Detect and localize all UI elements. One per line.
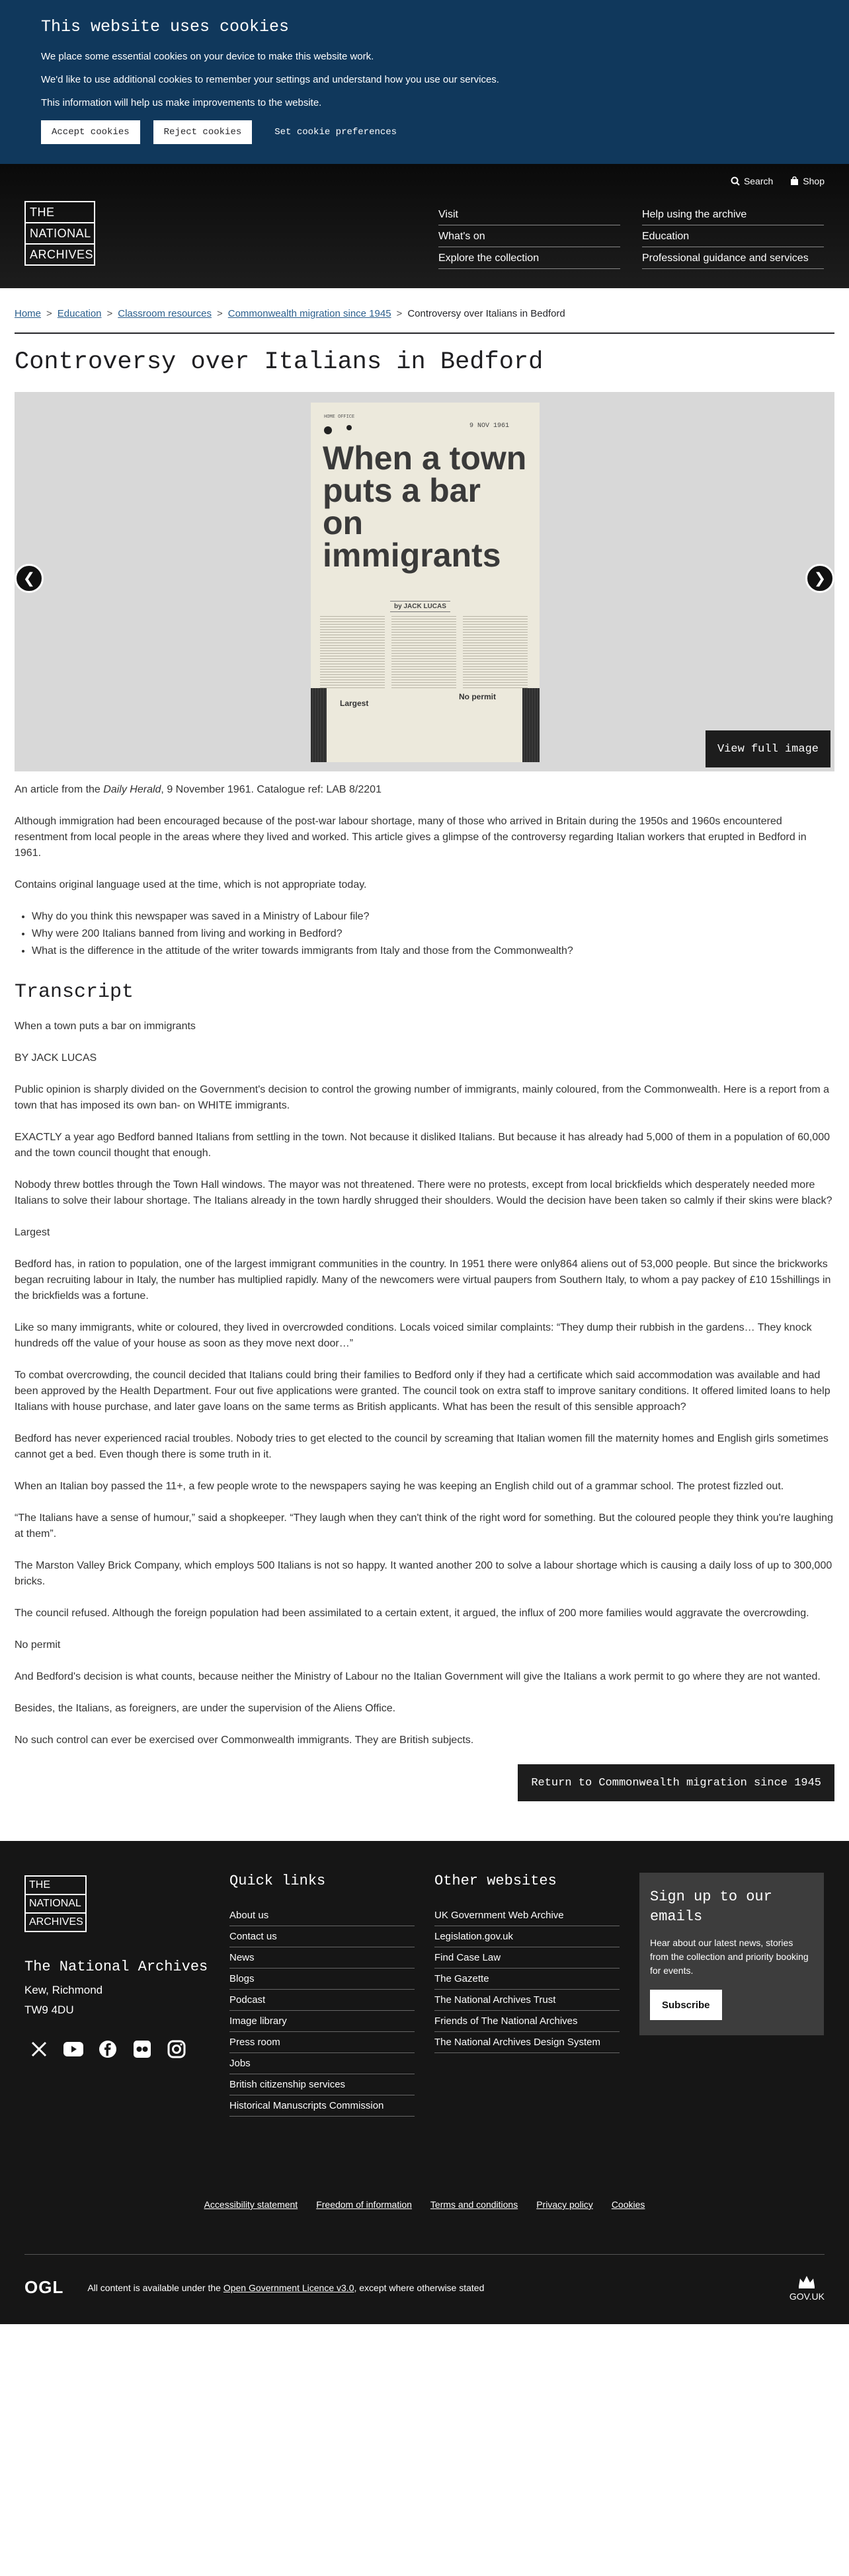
accessibility-link[interactable]: Accessibility statement: [204, 2199, 298, 2210]
subscribe-button[interactable]: Subscribe: [650, 1990, 722, 2020]
quick-links: [229, 1873, 415, 2117]
licence-link[interactable]: Open Government Licence v3.0: [223, 2282, 354, 2293]
image-caption: [15, 782, 834, 798]
nav-item-education[interactable]: Education: [642, 225, 824, 247]
transcript-paragraph: The council refused. Although the foreign population had been assimilated to a certain extent, it argued, the influx of 200 more families would aggravate the overcrowding.: [15, 1608, 809, 1619]
clipping-lower: [327, 688, 522, 762]
transcript-paragraph: “The Italians have a sense of humour,” said a shopkeeper. “They laugh when they can't think of the right word for something. But the coloured people they think you're laughing at them”.: [15, 1512, 833, 1540]
question-item: • Why were 200 Italians banned from living and working in Bedford?: [32, 926, 834, 942]
footer-link[interactable]: The National Archives Design System: [434, 2032, 620, 2053]
shop-link[interactable]: [790, 176, 825, 186]
page-title: Controversy over Italians in Bedford: [15, 348, 544, 376]
ogl-logo: OGL: [24, 2277, 64, 2297]
logo-line: ARCHIVES: [30, 248, 94, 261]
transcript-paragraph: Like so many immigrants, white or coloured, they lived in overcrowded conditions. Locals voiced similar complaints: “They dump their rubbish in the gardens… They knock hundreds off the value of your house as soon as they move next door…”: [15, 1322, 812, 1349]
footer-link[interactable]: Press room: [229, 2032, 415, 2053]
logo-line: THE: [26, 202, 94, 223]
site-logo[interactable]: [24, 201, 95, 266]
breadcrumb-commonwealth[interactable]: Commonwealth migration since 1945: [227, 308, 391, 319]
intro-paragraph: Although immigration had been encouraged because of the post-war labour shortage, many of those who arrived in Britain during the 1950s and 1960s encountered resentment from local people in the areas where they lived and worked. This article gives a glimpse of the controversy regarding Italian workers that erupted in Bedford in 1961.: [15, 816, 807, 859]
cookies-link[interactable]: Cookies: [611, 2199, 645, 2210]
transcript-paragraph: When an Italian boy passed the 11+, a few people wrote to the newspapers saying he was keeping an English child out of a grammar school. The protest fizzled out.: [15, 1481, 784, 1492]
nav-item-explore[interactable]: Explore the collection: [438, 247, 620, 269]
secondary-nav: [642, 204, 824, 269]
footer-address: [24, 1959, 208, 2020]
nav-item-help[interactable]: Help using the archive: [642, 204, 824, 225]
clipping-headline: When a town puts a bar on immigrants: [323, 440, 527, 574]
govuk-label: GOV.UK: [789, 2291, 825, 2302]
youtube-icon[interactable]: [63, 2039, 83, 2059]
caption-text: An article from the: [15, 784, 104, 795]
question-item: • Why do you think this newspaper was saved in a Ministry of Labour file?: [32, 909, 834, 925]
footer-logo[interactable]: [24, 1875, 87, 1932]
licence-bar: [24, 2254, 825, 2302]
address-line: TW9 4DU: [24, 2004, 74, 2016]
footer-link[interactable]: UK Government Web Archive: [434, 1905, 620, 1926]
signup-heading: Sign up to our emails: [650, 1889, 772, 1925]
clipping-subhead: No permit: [459, 692, 497, 701]
cookie-preferences-link[interactable]: Set cookie preferences: [274, 127, 397, 137]
transcript-paragraph: Bedford has, in ration to population, one of the largest immigrant communities in the country. In 1951 there were only864 aliens out of 53,000 people. But since the brickworks began recruiting labour in Italy, the number has multiplied rapidly. Many of the newcomers were virtual paupers from Southern Italy, to whom a pay packey of £10 15shillings in the brickfields was a fortune.: [15, 1259, 831, 1302]
licence-suffix: , except where otherwise stated: [354, 2282, 485, 2293]
breadcrumb-separator: >: [396, 308, 403, 319]
instagram-icon[interactable]: [167, 2039, 186, 2059]
site-header: [0, 164, 849, 288]
footer-link[interactable]: Historical Manuscripts Commission: [229, 2095, 415, 2117]
footer-link[interactable]: British citizenship services: [229, 2074, 415, 2095]
shopping-bag-icon: [790, 176, 799, 186]
foi-link[interactable]: Freedom of information: [316, 2199, 412, 2210]
return-button[interactable]: Return to Commonwealth migration since 1945: [518, 1764, 834, 1801]
other-websites-heading: Other websites: [434, 1873, 557, 1889]
other-websites: [434, 1873, 620, 2053]
reject-cookies-button[interactable]: Reject cookies: [153, 120, 253, 144]
logo-line: NATIONAL: [26, 223, 94, 245]
transcript-paragraph: No permit: [15, 1639, 61, 1651]
social-links: [29, 2039, 186, 2059]
x-twitter-icon[interactable]: [29, 2039, 49, 2059]
chevron-left-icon: ❮: [22, 570, 36, 586]
terms-link[interactable]: Terms and conditions: [430, 2199, 518, 2210]
questions-list: [32, 909, 834, 959]
footer-link[interactable]: The Gazette: [434, 1969, 620, 1990]
signup-text: Hear about our latest news, stories from the collection and priority booking for events.: [650, 1937, 809, 1976]
quick-links-heading: Quick links: [229, 1873, 326, 1889]
transcript-heading: Transcript: [15, 981, 134, 1003]
clipping-stamp: HOME OFFICE: [324, 414, 355, 420]
shop-label: Shop: [803, 176, 825, 186]
transcript-paragraph: The Marston Valley Brick Company, which employs 500 Italians is not so happy. It wanted another 200 to solve a labour shortage which is causing a daily loss of up to 300,000 bricks.: [15, 1560, 832, 1587]
transcript-paragraph: BY JACK LUCAS: [15, 1052, 97, 1064]
legal-links: [0, 2199, 849, 2210]
image-carousel: [15, 392, 834, 771]
transcript-paragraph: And Bedford's decision is what counts, because neither the Ministry of Labour no the Italian Government will give the Italians a work permit to go where they are not wanted.: [15, 1671, 821, 1682]
logo-line: ARCHIVES: [29, 1916, 83, 1928]
breadcrumb: [15, 288, 834, 334]
flickr-icon[interactable]: [132, 2039, 152, 2059]
main-content: [15, 782, 834, 1748]
transcript-paragraph: When a town puts a bar on immigrants: [15, 1021, 196, 1032]
cookie-line: We place some essential cookies on your device to make this website work.: [41, 51, 374, 62]
footer-link[interactable]: Podcast: [229, 1990, 415, 2011]
transcript-paragraph: Largest: [15, 1227, 50, 1238]
transcript-body: [15, 1019, 834, 1748]
caption-source: Daily Herald: [103, 784, 161, 795]
footer-link[interactable]: Contact us: [229, 1926, 415, 1947]
transcript-paragraph: Besides, the Italians, as foreigners, are under the supervision of the Aliens Office.: [15, 1703, 396, 1714]
nav-item-professional[interactable]: Professional guidance and services: [642, 247, 824, 269]
footer-link[interactable]: Friends of The National Archives: [434, 2011, 620, 2032]
address-line: Kew, Richmond: [24, 1984, 103, 1996]
chevron-right-icon: ❯: [813, 570, 827, 586]
clipping-subhead: Largest: [340, 699, 369, 708]
clipping-date: 9 NOV 1961: [469, 422, 510, 430]
search-link[interactable]: [731, 176, 773, 186]
transcript-paragraph: Nobody threw bottles through the Town Hall windows. The mayor was not threatened. There were no protests, except from local brickfields which desperately needed more Italians to solve their labour shortage. The Italians already in the town hardly shrugged their shoulders. Would the decision have been taken so calmly if their skins were black?: [15, 1179, 832, 1206]
breadcrumb-education[interactable]: Education: [57, 308, 102, 319]
clipping-byline: by JACK LUCAS: [390, 601, 450, 612]
primary-nav: [438, 204, 620, 269]
search-icon: [731, 176, 740, 186]
ink-blot-icon: [323, 424, 362, 440]
breadcrumb-separator: >: [46, 308, 52, 319]
org-name: The National Archives: [24, 1959, 208, 1975]
logo-line: NATIONAL: [26, 1895, 85, 1914]
facebook-icon[interactable]: [98, 2039, 118, 2059]
transcript-paragraph: Public opinion is sharply divided on the Government's decision to control the growing number of immigrants, mainly coloured, from the Commonwealth. Here is a report from a town that has imposed its own ban- on WHITE immigrants.: [15, 1084, 830, 1111]
accept-cookies-button[interactable]: Accept cookies: [41, 120, 140, 144]
footer-link[interactable]: Image library: [229, 2011, 415, 2032]
breadcrumb-separator: >: [216, 308, 223, 319]
footer-link[interactable]: News: [229, 1947, 415, 1969]
transcript-paragraph: EXACTLY a year ago Bedford banned Italians from settling in the town. Not because it disliked Italians. But because it has already had 5,000 of them in a population of 60,000 and the town council thought that enough.: [15, 1132, 830, 1159]
licence-text: [87, 2283, 484, 2293]
cookie-line: This information will help us make improvements to the website.: [41, 97, 322, 108]
licence-prefix: All content is available under the: [87, 2282, 223, 2293]
privacy-link[interactable]: Privacy policy: [536, 2199, 593, 2210]
email-signup: [639, 1873, 824, 2035]
footer-link[interactable]: Find Case Law: [434, 1947, 620, 1969]
transcript-paragraph: No such control can ever be exercised over Commonwealth immigrants. They are British subjects.: [15, 1735, 474, 1746]
intro-paragraph: Contains original language used at the time, which is not appropriate today.: [15, 879, 367, 890]
breadcrumb-classroom[interactable]: Classroom resources: [118, 308, 212, 319]
newspaper-clipping-image[interactable]: [311, 403, 540, 762]
footer-link[interactable]: About us: [229, 1905, 415, 1926]
search-label: Search: [743, 176, 774, 186]
transcript-paragraph: To combat overcrowding, the council decided that Italians could bring their families to Bedford only if they had a certificate which said accommodation was available and had been approved by the Health Department. Four out five applications were granted. The council took on extra staff to improve sanitary conditions. It offered limited loans to help Italians with house purchase, and later gave loans on the same terms as British applicants. What has been the result of this sensible approach?: [15, 1370, 830, 1413]
view-full-image-button[interactable]: View full image: [706, 730, 830, 767]
caption-text: , 9 November 1961. Catalogue ref: LAB 8/2201: [161, 784, 382, 795]
nav-item-visit[interactable]: Visit: [438, 204, 620, 225]
site-footer: [0, 1841, 849, 2324]
logo-line: THE: [26, 1877, 85, 1895]
return-row: [15, 1764, 834, 1801]
transcript-paragraph: Bedford has never experienced racial troubles. Nobody tries to get elected to the council by screaming that Italian women fill the maternity homes and English girls sometimes cannot get a bed. Even though there is some truth in it.: [15, 1433, 829, 1460]
breadcrumb-separator: >: [106, 308, 113, 319]
breadcrumb-home[interactable]: Home: [15, 308, 42, 319]
question-item: • What is the difference in the attitude of the writer towards immigrants from Italy and those from the Commonwealth?: [32, 943, 834, 959]
footer-link[interactable]: The National Archives Trust: [434, 1990, 620, 2011]
cookie-banner: [0, 0, 849, 164]
footer-link[interactable]: Legislation.gov.uk: [434, 1926, 620, 1947]
next-image-button[interactable]: [805, 564, 834, 593]
crown-icon: [797, 2273, 817, 2289]
footer-link[interactable]: Blogs: [229, 1969, 415, 1990]
breadcrumb-current: Controversy over Italians in Bedford: [407, 308, 565, 319]
nav-item-whats-on[interactable]: What's on: [438, 225, 620, 247]
cookie-line: We'd like to use additional cookies to remember your settings and understand how you use our services.: [41, 74, 499, 85]
cookie-title: This website uses cookies: [41, 17, 290, 36]
previous-image-button[interactable]: [15, 564, 44, 593]
govuk-logo[interactable]: [789, 2273, 825, 2302]
footer-link[interactable]: Jobs: [229, 2053, 415, 2074]
